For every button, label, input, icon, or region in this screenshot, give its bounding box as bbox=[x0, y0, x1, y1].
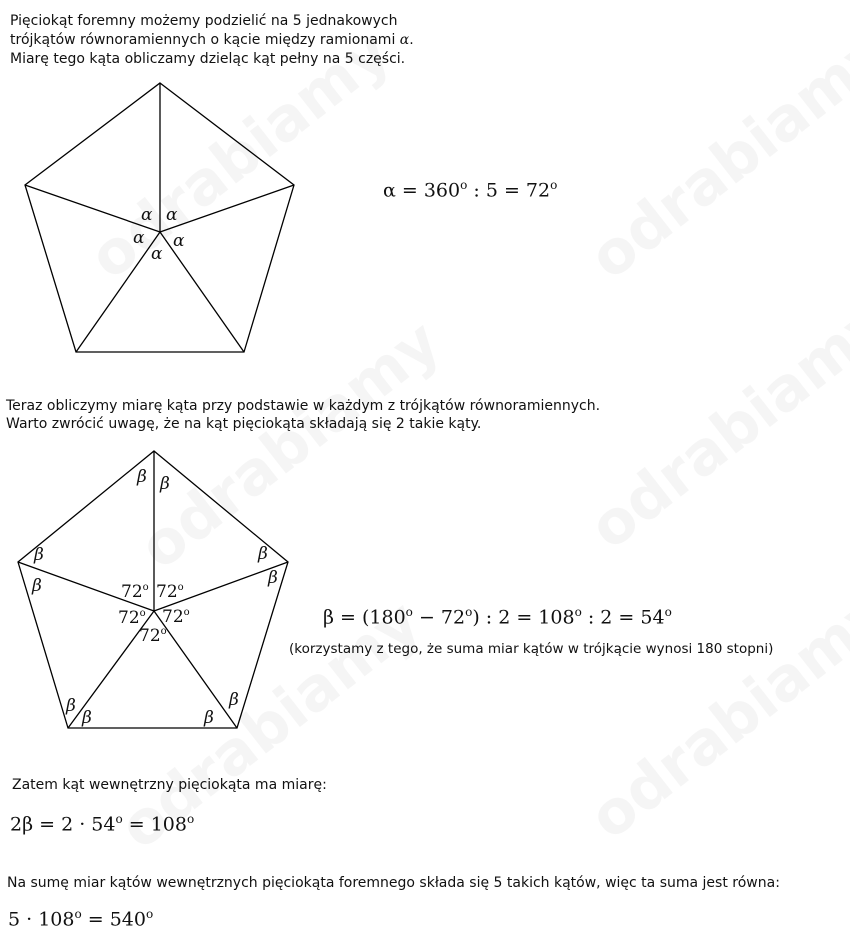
beta-label: β bbox=[82, 708, 92, 728]
beta-equation bbox=[323, 605, 672, 628]
beta-eq-part: ) : 2 = 108 bbox=[472, 606, 575, 629]
pentagon-2 bbox=[18, 451, 288, 728]
intro-line-2-text: trójkątów równoramiennych o kącie między ramionami bbox=[10, 32, 396, 48]
pentagon-2-outline bbox=[18, 451, 288, 728]
center-angle-label: 72$^o$ bbox=[118, 608, 146, 628]
degree-sup: o bbox=[550, 178, 558, 192]
alpha-equation bbox=[383, 178, 557, 201]
degree-sup: o bbox=[74, 907, 82, 921]
beta-eq-part: − 72 bbox=[412, 606, 466, 629]
center-angle-label: 72$^o$ bbox=[121, 582, 149, 602]
interior-angle-equation bbox=[10, 812, 194, 835]
alpha-eq-part: α = 360 bbox=[383, 179, 461, 202]
intro-line-2-end: . bbox=[409, 32, 414, 48]
beta-label: β bbox=[32, 576, 42, 596]
beta-eq-part: β = (180 bbox=[323, 606, 406, 629]
beta-label: β bbox=[268, 568, 278, 588]
alpha-label: α bbox=[166, 205, 178, 225]
section2-line-1: Teraz obliczymy miarę kąta przy podstawie w każdym z trójkątów równoramiennych. bbox=[6, 398, 601, 414]
eq-part: 2β = 2 · 54 bbox=[10, 813, 116, 836]
beta-label: β bbox=[204, 708, 214, 728]
degree-sup: o bbox=[460, 178, 468, 192]
section4-text: Na sumę miar kątów wewnętrznych pięciokąta foremnego składa się 5 takich kątów, więc ta suma jest równa: bbox=[7, 875, 780, 891]
pentagon-1-radius bbox=[76, 232, 160, 352]
alpha-label: α bbox=[141, 205, 153, 225]
intro-line-1: Pięciokąt foremny możemy podzielić na 5 jednakowych bbox=[10, 13, 398, 29]
center-angle-label: 72$^o$ bbox=[156, 582, 184, 602]
degree-sup: o bbox=[115, 812, 123, 826]
section3-text: Zatem kąt wewnętrzny pięciokąta ma miarę: bbox=[12, 777, 327, 793]
degree-sup: o bbox=[664, 605, 672, 619]
alpha-label: α bbox=[151, 244, 163, 264]
alpha-label: α bbox=[173, 231, 185, 251]
eq-part: = 108 bbox=[122, 813, 187, 836]
pentagon-1-radius bbox=[25, 185, 160, 232]
degree-sup: o bbox=[145, 907, 154, 921]
alpha-label: α bbox=[133, 228, 145, 248]
center-angle-label: 72$^o$ bbox=[139, 626, 167, 646]
degree-sup: o bbox=[465, 605, 473, 619]
beta-eq-part: : 2 = 54 bbox=[581, 606, 665, 629]
degree-sup: o bbox=[186, 812, 195, 826]
intro-line-3: Miarę tego kąta obliczamy dzieląc kąt pełny na 5 części. bbox=[10, 51, 406, 67]
alpha-symbol: α bbox=[399, 32, 410, 48]
beta-label: β bbox=[34, 545, 44, 565]
beta-label: β bbox=[160, 474, 170, 494]
eq-part: 5 · 108 bbox=[8, 908, 75, 931]
angle-sum-equation bbox=[8, 907, 153, 930]
degree-sup: o bbox=[405, 605, 413, 619]
beta-label: β bbox=[137, 467, 147, 487]
section2-line-2: Warto zwrócić uwagę, że na kąt pięciokąta składają się 2 takie kąty. bbox=[6, 416, 482, 432]
beta-label: β bbox=[66, 696, 76, 716]
beta-label: β bbox=[258, 544, 268, 564]
center-angle-label: 72$^o$ bbox=[162, 607, 190, 627]
alpha-eq-part: : 5 = 72 bbox=[467, 179, 551, 202]
eq-part: = 540 bbox=[81, 908, 146, 931]
pentagon-1-radius bbox=[160, 185, 294, 232]
beta-note: (korzystamy z tego, że suma miar kątów w trójkącie wynosi 180 stopni) bbox=[289, 641, 774, 657]
pentagon-1 bbox=[25, 83, 294, 352]
beta-label: β bbox=[229, 690, 239, 710]
degree-sup: o bbox=[574, 605, 582, 619]
